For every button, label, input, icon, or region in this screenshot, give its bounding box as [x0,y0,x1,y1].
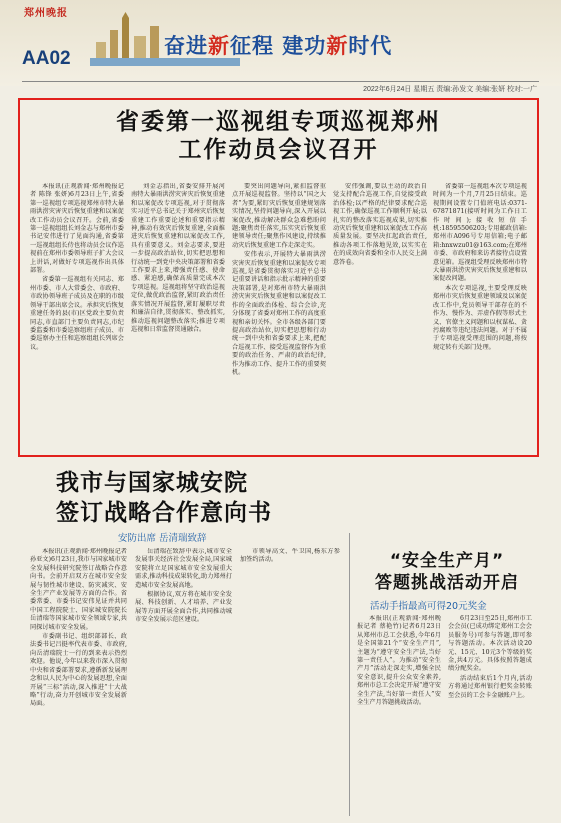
story2-column [240,548,340,816]
slogan-part: 新 [326,34,349,58]
slogan-part: 奋进 [164,34,208,58]
paragraph: 本报讯(正观新闻·郑州晚报记者 孙亚文)6月23日,我市与国家城市安全发展科技研究院签订战略合作意向书。会前开启双方在城市安全发展与韧性城市建设、防灾减灾、安全生产产业发展等方面的合作。省委常委、市委书记安伟见证并共同中国工程院院士、国家城安院院长岳清瑞等国家城市安全领域专家,共同探讨城市安全发展。 [30,548,127,631]
lead-headline-line1: 省委第一巡视组专项巡视郑州 [116,109,441,135]
paragraph: 本报讯(正观新闻·郑州晚报记者 蔡艳竹)记者6月23日从郑州市总工会获悉,今年6月是全国第21个“安全生产月”,主题为“遵守安全生产法,当好第一责任人”。为推动“安全生产月”活动走深走实,增强全民安全意识,提升公众安全素养,郑州市总工会决定开展“遵守安全生产法,当好第一责任人”安全生产月答题挑战活动。 [357,615,441,707]
story2-subheadline: 安防出席 岳清瑞致辞 [118,533,207,544]
dateline: 2022年6月24日 星期五 责编:孙发文 美编:张妍 校对:一广 [363,86,537,93]
lead-column [131,183,225,449]
slogan-part: 征程 建功 [230,34,327,58]
paragraph: 本次专项巡视,主要受理反映郑州市灾后恢复重建领域及以案促改工作中,党员领导干部存在的不作为、慢作为、弄虚作假等形式主义、官僚主义问题和以权谋私、贪污腐败等违纪违法问题。对于不属于专项巡视受理范围的问题,将按规定转有关部门处理。 [433,284,527,351]
lead-headline-line2: 工作动员会议召开 [178,137,379,163]
paragraph: 本报讯(正观新闻·郑州晚报记者 陈锋 张妍)6月23日上午,省委第一巡视组专项巡视郑州市特大暴雨洪涝灾害灾后恢复重建和以案促改工作动员会议召开。会前,省委第一巡视组组长刘金志与郑州市委书记安伟进行了见面沟通,省委第一巡视组组长侍也将动员会议作巡视前在郑州市委领导班子扩大会议上讲话,对做好专项巡视作出具体部署。 [30,183,124,275]
lead-body [30,183,527,449]
paragraph: 根据协议,双方将在城市安全发展、科技创新、人才培养、产业发展等方面开展全面合作,共同推动城市安全发展示范区建设。 [135,591,232,624]
story2-column [30,548,127,816]
story2-headline [56,468,272,528]
page-number: AA02 [22,48,71,69]
paragraph: 安伟表示,开展特大暴雨洪涝灾害灾后恢复重建和以案促改专项巡视,是省委贯彻落实习近平总书记重要讲话和指示批示精神的重要决策部署,是对郑州市特大暴雨洪涝灾害灾后恢复重建和以案促改工作的全面政治体检、综合会诊,充分体现了省委对郑州工作的高度重视和亲切关怀。全市各级各部门要提高政治站位,切实把思想和行动统一到中央和省委要求上来,把配合巡视工作、接受巡视监督作为重要的政治任务、严肃的政治纪律,作为推动工作、提升工作的重要契机。 [232,251,326,376]
paragraph: 市领导高文、牛卫国,杨东方参加签约活动。 [240,548,340,564]
story2-headline-line1: 我市与国家城安院 [56,470,248,496]
lead-headline [18,108,539,164]
lead-column [433,183,527,449]
paragraph: 6月23日至25日,郑州市工会会员(已成功绑定郑州工会会员服务号)可参与答题,即可参与答题活动。本次活动设20元、15元、10元3个等级的奖金,共4万元。具体按照答题成绩分配奖金。 [448,615,532,673]
slogan-part: 时代 [348,34,393,58]
brand-logo: 郑州晚报 [24,8,68,19]
lead-column [333,183,427,449]
paragraph: 省委第一巡视组本次专项巡视时间为一个月,7月25日结束。巡视期间设置专门值班电话:0371-67871871(接听时间为工作日工作时间);接收短信手机:18595506203;专用邮政信箱:郑州市A096号专用信箱;电子邮箱:hnxwzu01@163.com;在郑州市委、市政府和来访者接待点设置意见箱。巡视组受理反映郑州市特大暴雨洪涝灾害灾后恢复重建和以案促改问题。 [433,183,527,283]
story3-headline [362,550,532,594]
story2-column [135,548,232,816]
paragraph: 刘金志指出,省委安排开展河南特大暴雨洪涝灾害灾后恢复重建和以案促改专项巡视,对于贯彻落实习近平总书记关于郑州灾后恢复重建工作重要论述和重要指示精神,推动有效灾后恢复重建,全面推进灾后恢复重建和以案促改工作,具有重要意义。刘金志要求,要进一步提高政治站位,切实把思想和行动统一到党中央决策部署和省委工作要求上来,增强责任感、使命感、紧迫感,确保高质量完成本次专项巡视。巡视组将坚守政治巡视定位,做优政治监督,紧盯政治责任落实情况开展监督,紧盯履职尽责和廉洁自律,贯彻落实、整改抓实,推动巡视问题整改落实;推进专项巡视和日常监督贯通融合。 [131,183,225,333]
story2-headline-line2: 签订战略合作意向书 [56,500,272,526]
story3-headline-line1: “安全生产月” [389,551,505,571]
story3-body [357,615,532,816]
masthead-banner [0,0,561,86]
lead-column [232,183,326,449]
divider [22,81,539,82]
paragraph: 活动结束后1个月内,活动方将通过郑州银行把奖金转账至会员的工会卡金融账户上。 [448,674,532,699]
story3-subheadline: 活动手指最高可得20元奖金 [370,601,487,612]
paragraph: 市委副书记、组织部部长、政法委书记吕挺率代表市委、市政府,向岳清瑞院士一行的到来表示热烈欢迎。他说,今年以来我市深入贯彻中央和省委部署要求,遵循新发展理念和以人民为中心的发展思想,全面开展“三标”活动,深入推进“十大战略”行动,奋力开创城市安全发展新局面。 [30,633,127,708]
paragraph: 安伟强调,要以主动的政治自觉支持配合巡视工作,自觉接受政治体检;以严格的纪律要求配合巡视工作,确保巡视工作顺利开展;以扎实的整改落实巡视成果,切实推动灾后恢复重建和以案促改工作高质量发展。要坚决扛起政治责任,推动各项工作落地见效,以实实在在的成效向省委和全市人民交上满意答卷。 [333,183,427,266]
lead-column [30,183,124,449]
story3-headline-line2: 答题挑战活动开启 [375,573,519,593]
slogan-part: 新 [208,34,230,58]
paragraph: 省委第一巡视组有关同志、郑州市委、市人大常委会、市政府、市政协领导班子成员及在职的市级领导干部出席会议。承担灾后恢复重建任务的县(市)区党政主要负责同志,市直部门主要负责同志,市纪委监委和市委巡察组班子成员、市委巡察办主任和巡察组组长列席会议。 [30,276,124,351]
story3-column [448,615,532,816]
slogan [164,30,392,60]
story2-body [30,548,342,816]
column-divider [349,533,350,816]
story3-column [357,615,441,816]
paragraph: 岳清瑞在致辞中表示,城市安全发展事关经济社会发展全局,国家城安院将立足国家城市安全发展重大需求,推动科技成果转化,助力郑州打造城市安全发展高地。 [135,548,232,589]
paragraph: 要突出问题导向,紧扣监督重点开展巡视监督。坚持以“国之大者”为要,紧盯灾后恢复重建规划落实情况,坚持问题导向,深入开展以案促改,推动解决群众急难愁盼问题;聚焦责任落实,压实灾后恢复重建领导责任;聚焦作风建设,持续推动灾后恢复重建工作走深走实。 [232,183,326,249]
